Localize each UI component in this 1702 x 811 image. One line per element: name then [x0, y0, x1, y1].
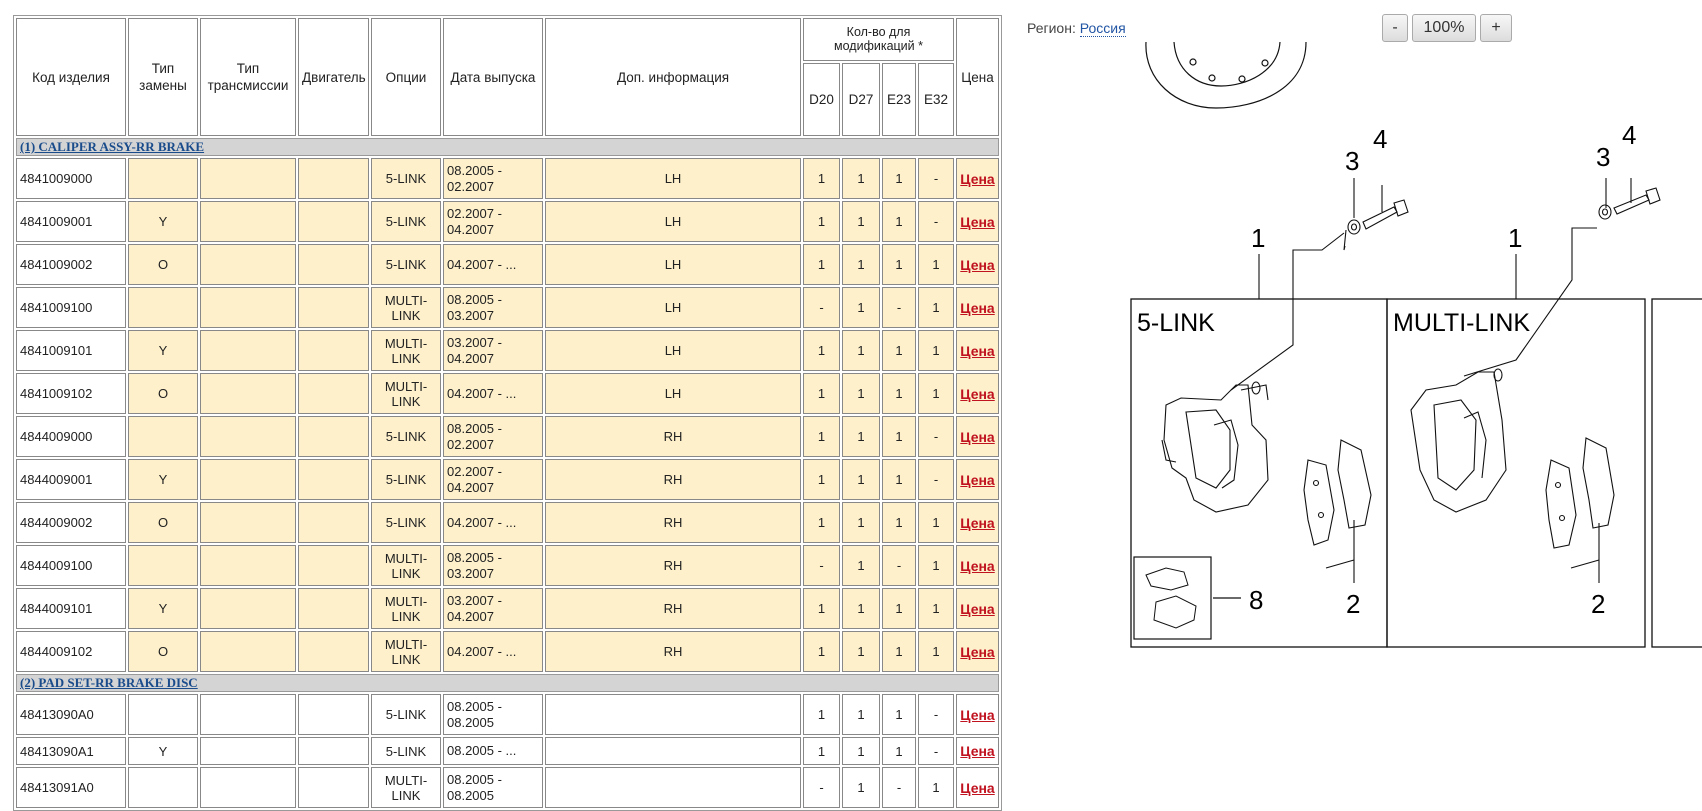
brake-pads-right-drawing: [1546, 438, 1614, 583]
qty-e32: -: [918, 158, 954, 199]
price-link[interactable]: Цена: [960, 743, 995, 759]
qty-e32: 1: [918, 545, 954, 586]
callout-lines-right: [1464, 178, 1631, 376]
header-price: Цена: [956, 18, 999, 136]
qty-e32: 1: [918, 767, 954, 808]
qty-d27: 1: [842, 459, 880, 500]
replace-type: Y: [128, 737, 198, 765]
qty-d20: 1: [803, 502, 840, 543]
price-link[interactable]: Цена: [960, 385, 995, 402]
qty-e23: -: [882, 287, 916, 328]
qty-d20: 1: [803, 244, 840, 285]
qty-e23: 1: [882, 244, 916, 285]
parts-diagram: [1016, 0, 1702, 771]
qty-e23: 1: [882, 201, 916, 242]
table-row[interactable]: [16, 545, 999, 586]
header-transmission: Тип трансмиссии: [200, 18, 296, 136]
washer-bolt-left-drawing: [1348, 200, 1408, 234]
panel-label-multi-link: MULTI-LINK: [1393, 309, 1531, 337]
extra-info: RH: [545, 545, 801, 586]
part-code[interactable]: 4841009001: [16, 201, 126, 242]
extra-info: LH: [545, 287, 801, 328]
part-code[interactable]: 4844009001: [16, 459, 126, 500]
replace-type: O: [128, 631, 198, 672]
qty-e32: 1: [918, 287, 954, 328]
engine: [298, 244, 369, 285]
release-date: 02.2007 - 04.2007: [443, 459, 543, 500]
group-header-cell: [16, 138, 999, 156]
release-date: 08.2005 - 03.2007: [443, 287, 543, 328]
diagram-area: [1016, 0, 1702, 771]
release-date: 08.2005 - 08.2005: [443, 767, 543, 808]
table-row[interactable]: [16, 737, 999, 765]
release-date: 08.2005 - 03.2007: [443, 545, 543, 586]
qty-d27: 1: [842, 502, 880, 543]
transmission: [200, 459, 296, 500]
options: MULTI-LINK: [371, 588, 441, 629]
release-date: 04.2007 - ...: [443, 631, 543, 672]
extra-info: LH: [545, 373, 801, 414]
price-cell: [956, 373, 999, 414]
qty-e32: 1: [918, 330, 954, 371]
replace-type: [128, 287, 198, 328]
qty-e32: -: [918, 694, 954, 735]
table-row[interactable]: [16, 373, 999, 414]
release-date: 04.2007 - ...: [443, 502, 543, 543]
qty-d20: 1: [803, 201, 840, 242]
part-code[interactable]: 48413090A1: [16, 737, 126, 765]
callout-4-right: 4: [1622, 120, 1637, 150]
group-header-cell: [16, 674, 999, 692]
qty-e32: 1: [918, 502, 954, 543]
price-cell: [956, 631, 999, 672]
options: MULTI-LINK: [371, 330, 441, 371]
qty-d27: 1: [842, 767, 880, 808]
release-date: 03.2007 - 04.2007: [443, 330, 543, 371]
part-code[interactable]: 4841009102: [16, 373, 126, 414]
price-cell: [956, 287, 999, 328]
price-link[interactable]: Цена: [960, 471, 995, 488]
qty-d20: 1: [803, 158, 840, 199]
release-date: 08.2005 - ...: [443, 737, 543, 765]
qty-e23: 1: [882, 631, 916, 672]
extra-info: [545, 737, 801, 765]
options: 5-LINK: [371, 201, 441, 242]
engine: [298, 287, 369, 328]
qty-d27: 1: [842, 631, 880, 672]
price-link[interactable]: Цена: [960, 342, 995, 359]
callout-8: 8: [1249, 585, 1264, 615]
qty-e23: 1: [882, 459, 916, 500]
zoom-level: 100%: [1412, 14, 1476, 42]
qty-d20: 1: [803, 416, 840, 457]
qty-d20: 1: [803, 373, 840, 414]
header-mod-e32: E32: [918, 63, 954, 136]
extra-info: RH: [545, 416, 801, 457]
release-date: 03.2007 - 04.2007: [443, 588, 543, 629]
transmission: [200, 694, 296, 735]
caliper-right-drawing: [1411, 369, 1506, 512]
price-link[interactable]: Цена: [960, 557, 995, 574]
qty-e23: -: [882, 545, 916, 586]
qty-e32: 1: [918, 588, 954, 629]
price-cell: [956, 737, 999, 765]
qty-e32: -: [918, 737, 954, 765]
replace-type: Y: [128, 201, 198, 242]
qty-d20: 1: [803, 694, 840, 735]
replace-type: O: [128, 244, 198, 285]
brake-pads-left-drawing: [1304, 440, 1371, 583]
header-engine: Двигатель: [298, 18, 369, 136]
replace-type: Y: [128, 459, 198, 500]
pad-clips-drawing: [1146, 568, 1196, 628]
engine: [298, 502, 369, 543]
price-link[interactable]: Цена: [960, 779, 995, 796]
options: 5-LINK: [371, 737, 441, 765]
options: MULTI-LINK: [371, 545, 441, 586]
options: MULTI-LINK: [371, 767, 441, 808]
table-row[interactable]: [16, 201, 999, 242]
transmission: [200, 767, 296, 808]
options: 5-LINK: [371, 694, 441, 735]
group-header: [16, 138, 999, 156]
engine: [298, 373, 369, 414]
callout-2-left: 2: [1346, 589, 1361, 619]
price-cell: [956, 459, 999, 500]
parts-table-area: [13, 15, 996, 803]
engine: [298, 631, 369, 672]
header-mod-d20: D20: [803, 63, 840, 136]
price-link[interactable]: Цена: [960, 256, 995, 273]
qty-e23: 1: [882, 694, 916, 735]
part-code[interactable]: 4844009000: [16, 416, 126, 457]
extra-info: [545, 694, 801, 735]
options: MULTI-LINK: [371, 373, 441, 414]
replace-type: [128, 416, 198, 457]
engine: [298, 158, 369, 199]
price-cell: [956, 416, 999, 457]
extra-info: [545, 767, 801, 808]
region-label: Регион:: [1027, 20, 1076, 36]
qty-d27: 1: [842, 416, 880, 457]
price-link[interactable]: Цена: [960, 706, 995, 723]
engine: [298, 545, 369, 586]
qty-d27: 1: [842, 244, 880, 285]
transmission: [200, 545, 296, 586]
transmission: [200, 416, 296, 457]
header-qty-group: Кол-во для модификаций *: [803, 18, 954, 61]
panel-next: [1652, 299, 1702, 647]
panel-multi-link: [1387, 299, 1645, 647]
part-code[interactable]: 48413091A0: [16, 767, 126, 808]
qty-d27: 1: [842, 737, 880, 765]
release-date: 02.2007 - 04.2007: [443, 201, 543, 242]
table-row[interactable]: [16, 330, 999, 371]
part-code[interactable]: 4844009102: [16, 631, 126, 672]
price-link[interactable]: Цена: [960, 299, 995, 316]
options: 5-LINK: [371, 416, 441, 457]
group-title-link[interactable]: (1) CALIPER ASSY-RR BRAKE: [20, 139, 205, 154]
price-link[interactable]: Цена: [960, 514, 995, 531]
zoom-out-button[interactable]: -: [1382, 14, 1408, 42]
washer-bolt-right-drawing: [1599, 188, 1660, 219]
qty-d20: -: [803, 545, 840, 586]
price-cell: [956, 767, 999, 808]
replace-type: Y: [128, 588, 198, 629]
part-code[interactable]: 4844009100: [16, 545, 126, 586]
qty-d27: 1: [842, 373, 880, 414]
options: MULTI-LINK: [371, 287, 441, 328]
engine: [298, 330, 369, 371]
price-link[interactable]: Цена: [960, 213, 995, 230]
engine: [298, 201, 369, 242]
callout-4-left: 4: [1373, 124, 1388, 154]
options: 5-LINK: [371, 244, 441, 285]
engine: [298, 459, 369, 500]
transmission: [200, 244, 296, 285]
options: 5-LINK: [371, 158, 441, 199]
engine: [298, 588, 369, 629]
qty-e23: 1: [882, 588, 916, 629]
extra-info: LH: [545, 201, 801, 242]
qty-e23: -: [882, 767, 916, 808]
region-selector: [1027, 20, 1126, 36]
qty-d27: 1: [842, 545, 880, 586]
price-cell: [956, 502, 999, 543]
transmission: [200, 588, 296, 629]
replace-type: [128, 767, 198, 808]
transmission: [200, 330, 296, 371]
qty-d20: 1: [803, 330, 840, 371]
replace-type: O: [128, 502, 198, 543]
replace-type: [128, 545, 198, 586]
options: 5-LINK: [371, 502, 441, 543]
callout-lines-left: [1231, 178, 1382, 390]
table-row[interactable]: [16, 767, 999, 808]
transmission: [200, 201, 296, 242]
qty-d20: 1: [803, 737, 840, 765]
price-cell: [956, 545, 999, 586]
price-cell: [956, 588, 999, 629]
part-code[interactable]: 4844009101: [16, 588, 126, 629]
table-row[interactable]: [16, 502, 999, 543]
table-row[interactable]: [16, 287, 999, 328]
header-code: Код изделия: [16, 18, 126, 136]
callout-3-left: 3: [1345, 146, 1360, 176]
qty-d20: 1: [803, 588, 840, 629]
price-link[interactable]: Цена: [960, 170, 995, 187]
engine: [298, 737, 369, 765]
qty-d20: 1: [803, 631, 840, 672]
group-title-link[interactable]: (2) PAD SET-RR BRAKE DISC: [20, 675, 198, 690]
release-date: 04.2007 - ...: [443, 244, 543, 285]
part-code[interactable]: 4844009002: [16, 502, 126, 543]
qty-e23: 1: [882, 330, 916, 371]
options: 5-LINK: [371, 459, 441, 500]
qty-d27: 1: [842, 694, 880, 735]
header-replace-type: Тип замены: [128, 18, 198, 136]
qty-d27: 1: [842, 158, 880, 199]
qty-e32: -: [918, 459, 954, 500]
table-row[interactable]: [16, 588, 999, 629]
extra-info: RH: [545, 588, 801, 629]
table-row[interactable]: [16, 631, 999, 672]
replace-type: [128, 694, 198, 735]
replace-type: O: [128, 373, 198, 414]
part-code[interactable]: 4841009101: [16, 330, 126, 371]
table-row[interactable]: [16, 158, 999, 199]
replace-type: [128, 158, 198, 199]
release-date: 08.2005 - 08.2005: [443, 694, 543, 735]
qty-e32: 1: [918, 373, 954, 414]
qty-d27: 1: [842, 287, 880, 328]
callout-2-right: 2: [1591, 589, 1606, 619]
qty-d27: 1: [842, 588, 880, 629]
group-header: [16, 674, 999, 692]
table-row[interactable]: [16, 416, 999, 457]
callout-3-right: 3: [1596, 142, 1611, 172]
table-row[interactable]: [16, 459, 999, 500]
callout-1-left: 1: [1251, 223, 1266, 253]
header-options: Опции: [371, 18, 441, 136]
brake-disc-drawing: [1146, 42, 1306, 108]
table-row[interactable]: [16, 694, 999, 735]
release-date: 04.2007 - ...: [443, 373, 543, 414]
qty-e32: -: [918, 201, 954, 242]
table-row[interactable]: [16, 244, 999, 285]
panel-label-5-link: 5-LINK: [1137, 309, 1215, 337]
extra-info: LH: [545, 158, 801, 199]
options: MULTI-LINK: [371, 631, 441, 672]
qty-e23: 1: [882, 416, 916, 457]
price-cell: [956, 244, 999, 285]
header-mod-e23: E23: [882, 63, 916, 136]
qty-d27: 1: [842, 330, 880, 371]
zoom-in-button[interactable]: +: [1480, 14, 1512, 42]
header-info: Доп. информация: [545, 18, 801, 136]
engine: [298, 694, 369, 735]
header-release-date: Дата выпуска: [443, 18, 543, 136]
qty-e23: 1: [882, 373, 916, 414]
price-link[interactable]: Цена: [960, 643, 995, 660]
caliper-left-drawing: [1162, 382, 1268, 512]
price-cell: [956, 694, 999, 735]
qty-e23: 1: [882, 737, 916, 765]
parts-table: [13, 15, 1002, 811]
qty-e32: 1: [918, 631, 954, 672]
release-date: 08.2005 - 02.2007: [443, 158, 543, 199]
transmission: [200, 631, 296, 672]
qty-d20: -: [803, 767, 840, 808]
price-link[interactable]: Цена: [960, 428, 995, 445]
extra-info: LH: [545, 244, 801, 285]
extra-info: RH: [545, 459, 801, 500]
part-code[interactable]: 4841009100: [16, 287, 126, 328]
transmission: [200, 737, 296, 765]
price-cell: [956, 330, 999, 371]
qty-e32: -: [918, 416, 954, 457]
engine: [298, 416, 369, 457]
price-cell: [956, 158, 999, 199]
qty-e32: 1: [918, 244, 954, 285]
release-date: 08.2005 - 02.2007: [443, 416, 543, 457]
part-code[interactable]: 48413090A0: [16, 694, 126, 735]
callout-1-right: 1: [1508, 223, 1523, 253]
engine: [298, 767, 369, 808]
qty-d27: 1: [842, 201, 880, 242]
extra-info: RH: [545, 631, 801, 672]
transmission: [200, 373, 296, 414]
qty-d20: 1: [803, 459, 840, 500]
header-mod-d27: D27: [842, 63, 880, 136]
transmission: [200, 502, 296, 543]
part-code[interactable]: 4841009000: [16, 158, 126, 199]
part-code[interactable]: 4841009002: [16, 244, 126, 285]
replace-type: Y: [128, 330, 198, 371]
transmission: [200, 287, 296, 328]
qty-d20: -: [803, 287, 840, 328]
extra-info: RH: [545, 502, 801, 543]
price-link[interactable]: Цена: [960, 600, 995, 617]
qty-e23: 1: [882, 502, 916, 543]
extra-info: LH: [545, 330, 801, 371]
qty-e23: 1: [882, 158, 916, 199]
region-link[interactable]: Россия: [1079, 20, 1126, 36]
price-cell: [956, 201, 999, 242]
transmission: [200, 158, 296, 199]
